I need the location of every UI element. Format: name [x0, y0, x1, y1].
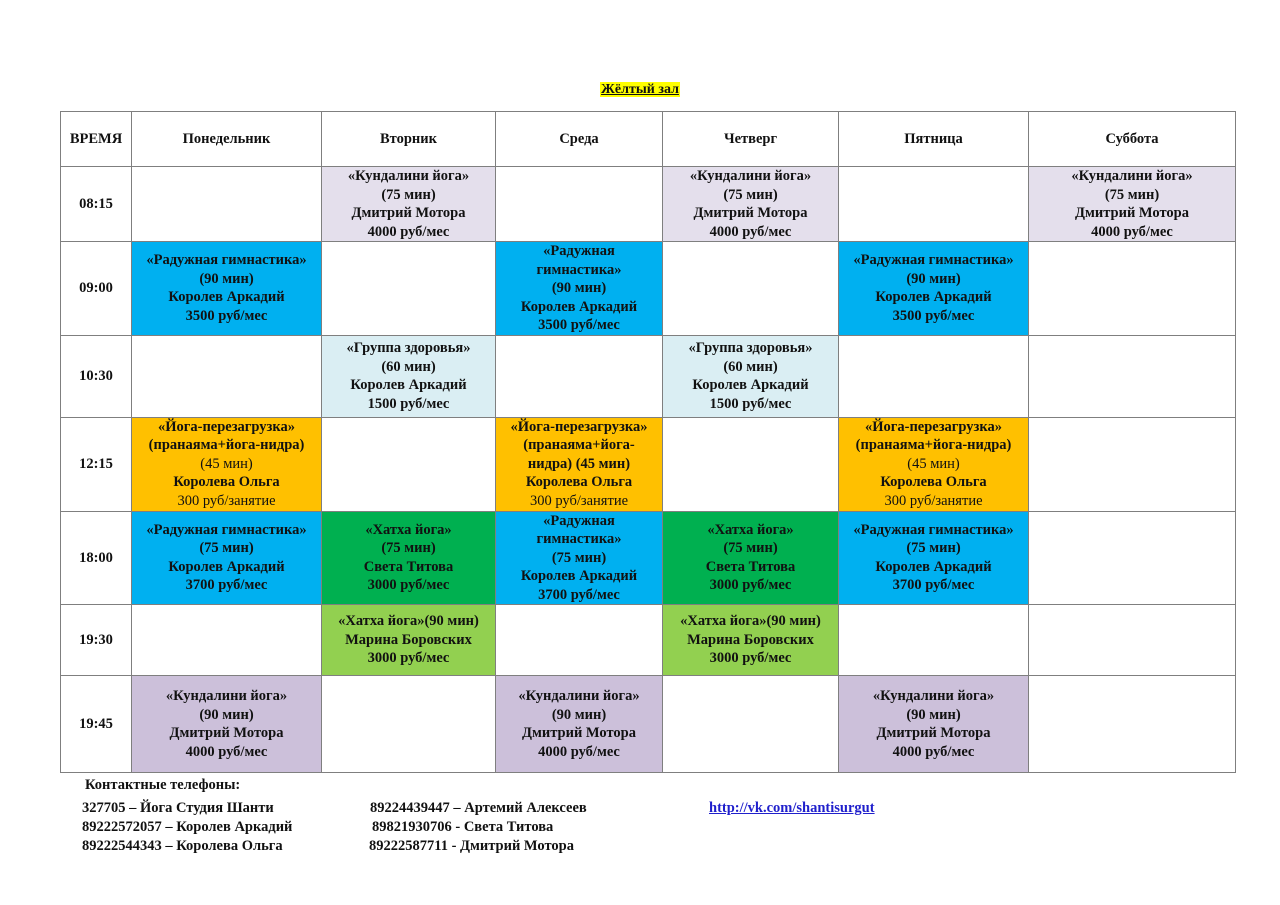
empty-cell [1029, 676, 1236, 773]
contact-studio: 327705 – Йога Студия Шанти [82, 800, 274, 816]
empty-cell [839, 605, 1029, 676]
class-line: «Йога-перезагрузка» [158, 418, 295, 435]
class-line: (60 мин) [723, 358, 778, 375]
class-line: 4000 руб/мес [1091, 223, 1173, 240]
header-tuesday: Вторник [322, 112, 496, 167]
class-line: Королев Аркадий [875, 289, 992, 306]
vk-link[interactable]: http://vk.com/shantisurgut [709, 800, 875, 816]
header-saturday: Суббота [1029, 112, 1236, 167]
header-time: ВРЕМЯ [61, 112, 132, 167]
class-line: (пранаяма+йога-нидра) [855, 437, 1012, 454]
empty-cell [322, 676, 496, 773]
class-line: «Группа здоровья» [346, 340, 471, 356]
contacts-heading: Контактные телефоны: [85, 777, 241, 793]
empty-cell [1029, 417, 1236, 511]
empty-cell [663, 242, 839, 336]
class-line: Королев Аркадий [520, 568, 638, 584]
header-friday: Пятница [839, 112, 1029, 167]
class-line: Света Титова [705, 558, 796, 575]
class-line: (75 мин) [906, 540, 961, 557]
empty-cell [132, 167, 322, 242]
time-cell: 12:15 [61, 417, 132, 511]
class-line: 3500 руб/мес [892, 307, 975, 324]
empty-cell [839, 167, 1029, 242]
class-cell-monday [132, 676, 322, 773]
empty-cell [322, 242, 496, 336]
class-line: (90 мин) [551, 280, 607, 296]
schedule-row [61, 242, 1236, 336]
class-line: 300 руб/занятие [884, 492, 983, 509]
contact-motora: 89222587711 - Дмитрий Мотора [369, 838, 574, 854]
class-line: «Кундалини йога» [165, 688, 288, 704]
schedule-table [60, 111, 1236, 773]
time-cell: 09:00 [61, 242, 132, 336]
class-line: 3500 руб/мес [185, 307, 268, 324]
class-cell-monday [132, 417, 322, 511]
class-line: Дмитрий Мотора [351, 205, 466, 221]
contact-korolev: 89222572057 – Королев Аркадий [82, 819, 293, 835]
time-cell: 19:45 [61, 676, 132, 773]
contact-alekseev: 89224439447 – Артемий Алексеев [370, 800, 587, 816]
class-line: 4000 руб/мес [892, 743, 975, 760]
time-cell: 19:30 [61, 605, 132, 676]
class-cell-thursday [663, 511, 839, 605]
class-line: «Группа здоровья» [688, 340, 813, 356]
class-line: 3000 руб/мес [367, 650, 450, 667]
class-line: 3000 руб/мес [709, 577, 792, 594]
class-line: (75 мин) [1104, 186, 1160, 203]
class-line: (90 мин) [906, 706, 961, 723]
class-line: (75 мин) [381, 186, 436, 203]
class-cell-wednesday [496, 417, 663, 511]
class-line: Королев Аркадий [520, 298, 638, 315]
class-line: 3700 руб/мес [538, 586, 620, 603]
schedule-row [61, 417, 1236, 511]
class-line: (45 мин) [907, 455, 960, 472]
class-line: Королев Аркадий [168, 558, 285, 575]
class-line: 3000 руб/мес [367, 577, 450, 594]
class-cell-thursday [663, 335, 839, 417]
header-monday: Понедельник [132, 112, 322, 167]
class-cell-tuesday [322, 335, 496, 417]
class-line: 4000 руб/мес [185, 743, 268, 760]
empty-cell [322, 417, 496, 511]
class-line: «Радужная [543, 512, 615, 529]
empty-cell [496, 605, 663, 676]
class-cell-friday [839, 676, 1029, 773]
header-wednesday: Среда [496, 112, 663, 167]
class-line: Королев Аркадий [875, 558, 992, 575]
class-line: (90 мин) [906, 270, 961, 287]
page-title-wrap [0, 80, 1280, 98]
class-cell-thursday [663, 167, 839, 242]
class-line: Королев Аркадий [350, 377, 467, 393]
class-line: «Радужная гимнастика» [853, 252, 1014, 269]
class-line: (75 мин) [551, 549, 607, 566]
class-line: (75 мин) [723, 540, 778, 557]
class-line: «Кундалини йога» [347, 168, 470, 184]
class-line: Дмитрий Мотора [522, 725, 636, 741]
class-cell-tuesday [322, 605, 496, 676]
schedule-row [61, 335, 1236, 417]
class-line: гимнастика» [536, 531, 622, 547]
class-line: (пранаяма+йога-нидра) [148, 437, 305, 454]
class-line: (45 мин) [200, 455, 253, 472]
class-line: Дмитрий Мотора [1075, 205, 1189, 221]
empty-cell [496, 167, 663, 242]
empty-cell [663, 417, 839, 511]
class-line: «Кундалини йога» [1071, 168, 1193, 184]
header-thursday: Четверг [663, 112, 839, 167]
empty-cell [1029, 242, 1236, 336]
class-line: (75 мин) [199, 540, 254, 557]
class-line: нидра) (45 мин) [527, 455, 631, 472]
class-line: Дмитрий Мотора [693, 205, 808, 221]
class-line: Королева Ольга [525, 474, 633, 491]
class-line: Королев Аркадий [168, 289, 285, 306]
class-line: Марина Боровских [687, 631, 814, 648]
class-line: Дмитрий Мотора [169, 725, 284, 741]
class-line: 3000 руб/мес [709, 650, 792, 667]
class-line: (90 мин) [199, 270, 254, 287]
class-cell-wednesday [496, 676, 663, 773]
class-cell-tuesday [322, 167, 496, 242]
class-cell-friday [839, 417, 1029, 511]
class-cell-friday [839, 511, 1029, 605]
class-cell-friday [839, 242, 1029, 336]
class-line: Дмитрий Мотора [876, 725, 991, 741]
class-cell-monday [132, 511, 322, 605]
empty-cell [1029, 511, 1236, 605]
empty-cell [663, 676, 839, 773]
page-title: Жёлтый зал [601, 82, 679, 97]
time-cell: 10:30 [61, 335, 132, 417]
contact-titova: 89821930706 - Света Титова [372, 819, 554, 835]
class-cell-saturday [1029, 167, 1236, 242]
class-line: «Радужная [543, 243, 615, 259]
class-line: (пранаяма+йога- [523, 437, 635, 454]
class-line: (90 мин) [551, 706, 607, 723]
empty-cell [132, 605, 322, 676]
class-line: 300 руб/занятие [177, 492, 276, 509]
class-line: (90 мин) [199, 706, 254, 723]
class-line: гимнастика» [536, 261, 622, 278]
class-cell-tuesday [322, 511, 496, 605]
time-cell: 18:00 [61, 511, 132, 605]
empty-cell [496, 335, 663, 417]
schedule-row [61, 605, 1236, 676]
class-line: 1500 руб/мес [709, 395, 792, 412]
class-line: 4000 руб/мес [538, 743, 620, 760]
class-line: 4000 руб/мес [367, 223, 450, 240]
schedule-row [61, 167, 1236, 242]
class-line: Королев Аркадий [692, 377, 809, 393]
class-line: 3700 руб/мес [185, 577, 268, 594]
header-row [61, 112, 1236, 167]
empty-cell [132, 335, 322, 417]
class-line: 300 руб/занятие [529, 492, 629, 509]
time-cell: 08:15 [61, 167, 132, 242]
contact-koroleva: 89222544343 – Королева Ольга [82, 838, 283, 854]
class-line: 3500 руб/мес [538, 317, 620, 333]
class-line: «Хатха йога»(90 мин) [680, 613, 821, 630]
class-line: 1500 руб/мес [367, 395, 450, 412]
empty-cell [1029, 335, 1236, 417]
class-line: (75 мин) [381, 540, 436, 557]
class-line: Марина Боровских [345, 631, 472, 648]
class-line: «Кундалини йога» [872, 688, 995, 704]
class-line: 4000 руб/мес [709, 223, 792, 240]
class-line: «Радужная гимнастика» [146, 521, 307, 538]
class-line: «Кундалини йога» [689, 168, 812, 184]
class-line: «Радужная гимнастика» [853, 521, 1014, 538]
class-line: (60 мин) [381, 358, 436, 375]
class-line: Королева Ольга [880, 474, 987, 491]
class-cell-wednesday [496, 242, 663, 336]
class-line: Королева Ольга [173, 474, 280, 491]
class-cell-wednesday [496, 511, 663, 605]
schedule-row [61, 676, 1236, 773]
class-line: (75 мин) [723, 186, 778, 203]
class-cell-monday [132, 242, 322, 336]
class-line: «Хатха йога»(90 мин) [338, 613, 479, 630]
schedule-row [61, 511, 1236, 605]
class-line: Света Титова [363, 558, 454, 575]
class-line: «Йога-перезагрузка» [865, 418, 1002, 435]
class-line: «Радужная гимнастика» [146, 252, 307, 269]
empty-cell [1029, 605, 1236, 676]
class-cell-thursday [663, 605, 839, 676]
class-line: 3700 руб/мес [892, 577, 975, 594]
class-line: «Хатха йога» [365, 521, 452, 538]
class-line: «Йога-перезагрузка» [510, 418, 648, 435]
class-line: «Кундалини йога» [518, 688, 640, 704]
empty-cell [839, 335, 1029, 417]
class-line: «Хатха йога» [707, 521, 794, 538]
